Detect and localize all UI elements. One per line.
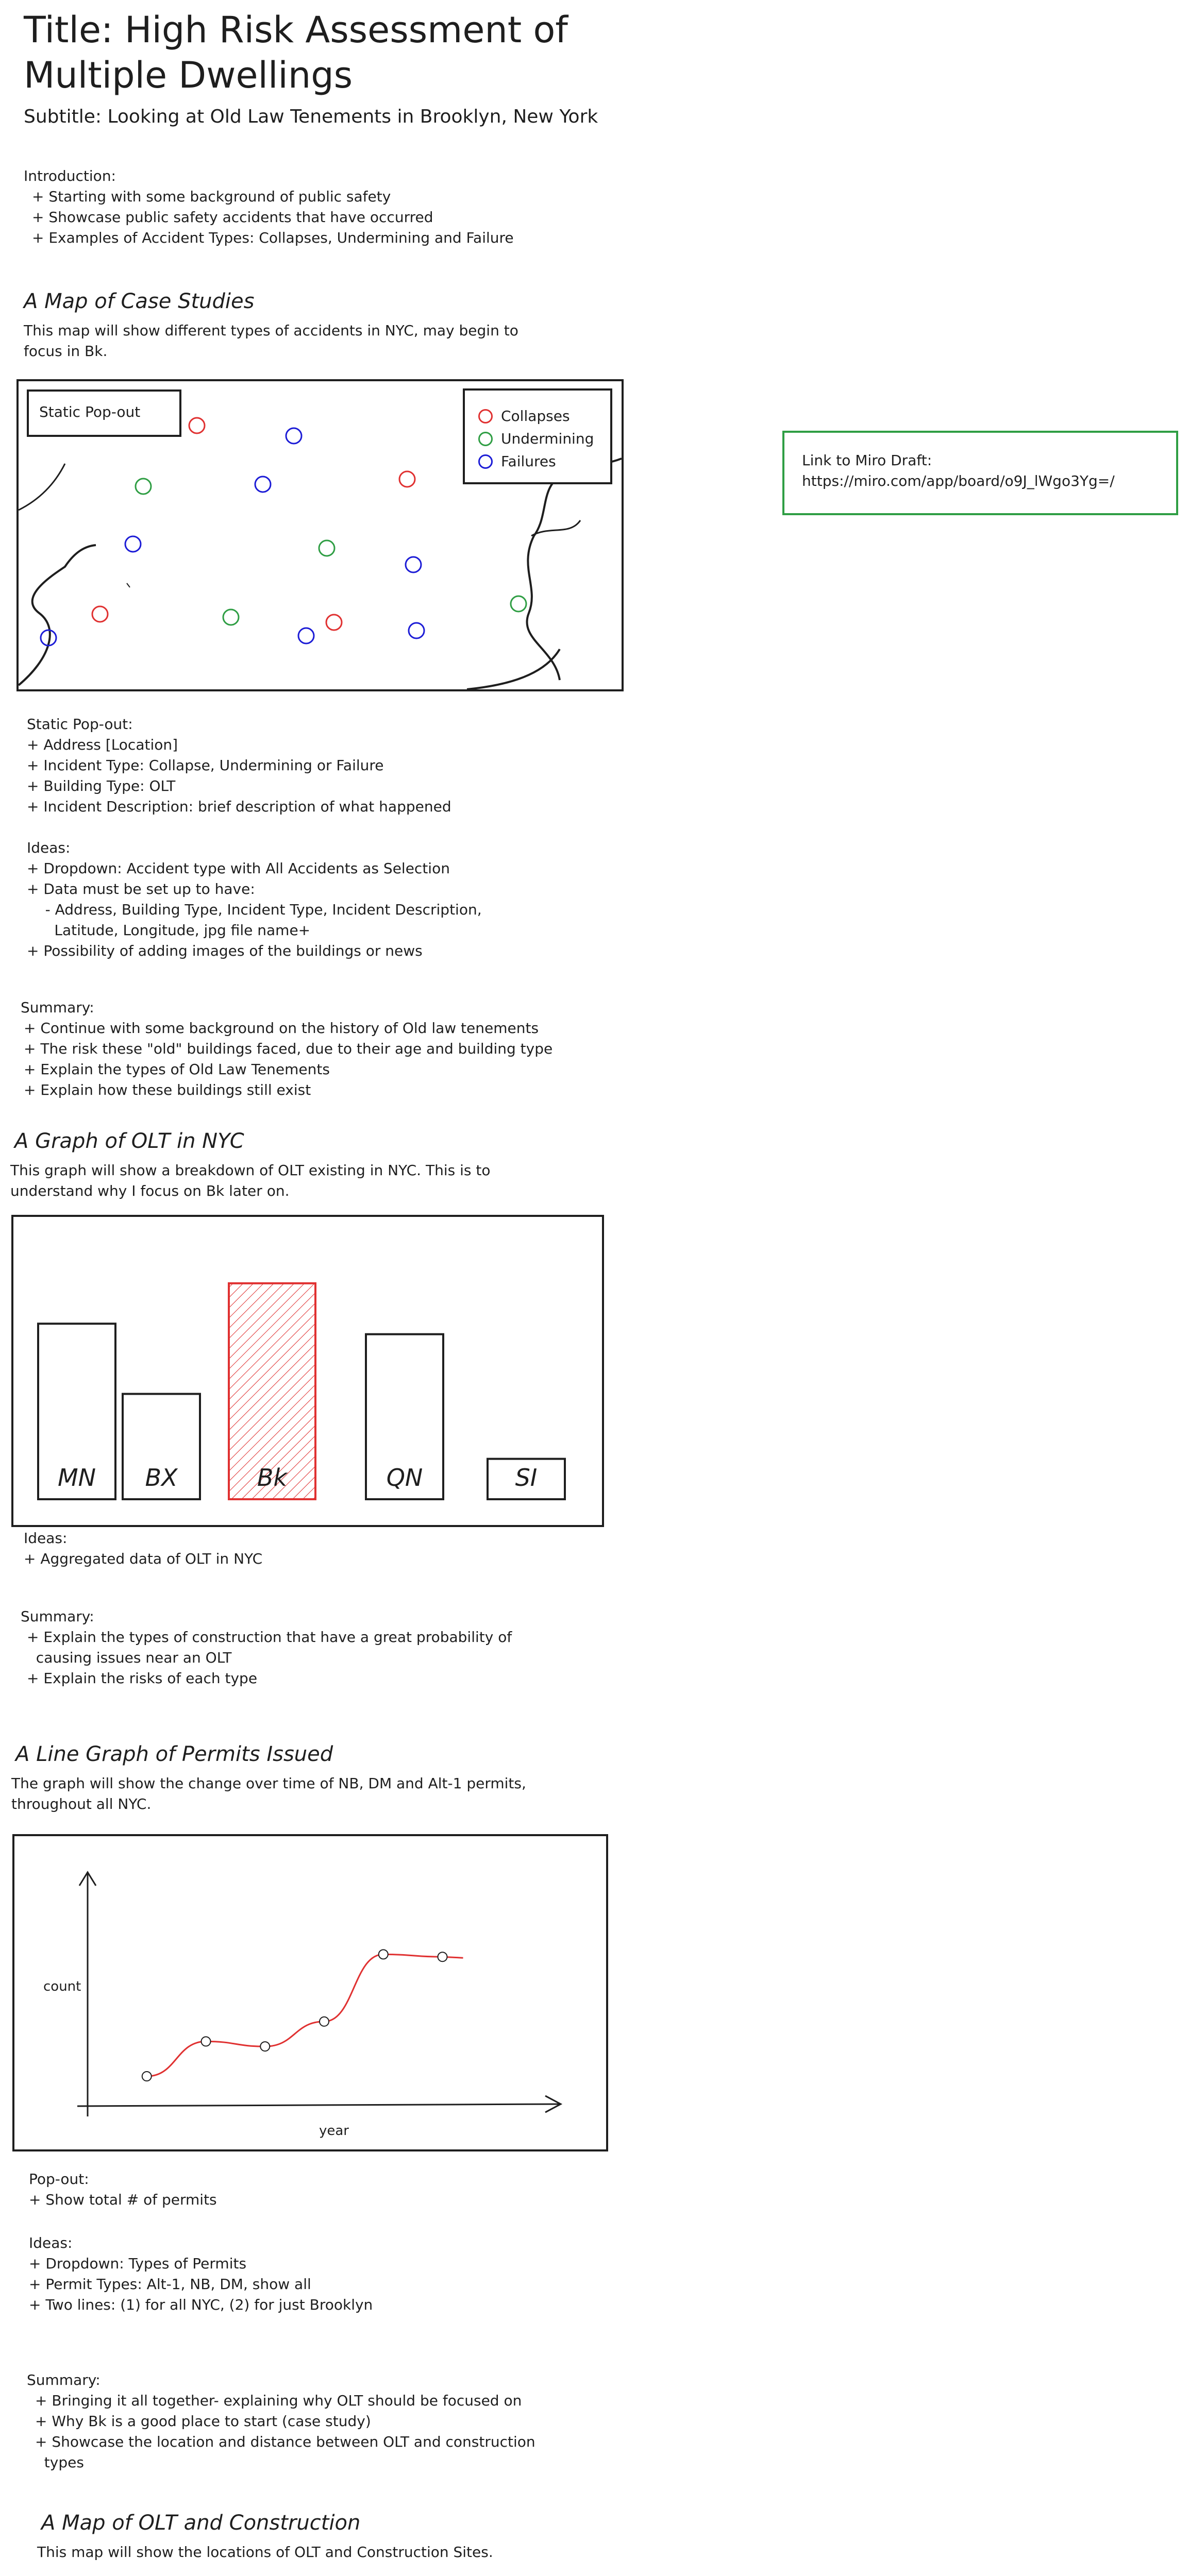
list-item: + Bringing it all together- explaining why OLT should be focused on	[35, 2392, 522, 2409]
legend-label-undermining: Undermining	[501, 430, 594, 447]
list-item: + Incident Type: Collapse, Undermining or Failure	[27, 757, 384, 774]
failure-legend-icon	[478, 454, 493, 469]
miro-link-box[interactable]	[782, 431, 1178, 515]
river-line	[19, 464, 65, 510]
list-item: + Data must be set up to have:	[27, 880, 255, 897]
introduction-list	[32, 187, 514, 248]
y-axis-label: count	[43, 1979, 81, 1994]
permits-data-point	[379, 1950, 388, 1959]
permits-line-chart	[12, 1834, 608, 2151]
list-item: + Explain the types of construction that have a great probability of	[27, 1629, 512, 1646]
case-studies-summary-heading: Summary:	[21, 999, 94, 1016]
olt-construction-description: This map will show the locations of OLT and Construction Sites.	[37, 2544, 493, 2561]
list-item: + Address [Location]	[27, 736, 178, 753]
case-studies-legend	[463, 388, 612, 484]
failure-marker[interactable]	[255, 477, 271, 492]
undermining-marker[interactable]	[223, 609, 239, 625]
introduction-heading: Introduction:	[24, 167, 116, 184]
list-item: + Possibility of adding images of the buildings or news	[27, 942, 423, 959]
x-axis	[77, 2104, 561, 2106]
list-item: + Showcase public safety accidents that have occurred	[32, 209, 433, 226]
permits-summary-list	[35, 2391, 535, 2473]
collapse-marker[interactable]	[326, 615, 342, 630]
page-title: Title: High Risk Assessment of Multiple Dwellings	[24, 9, 568, 96]
collapse-marker[interactable]	[92, 606, 108, 622]
list-item: + Aggregated data of OLT in NYC	[24, 1550, 263, 1567]
list-item: + Permit Types: Alt-1, NB, DM, show all	[29, 2276, 311, 2293]
list-item: + The risk these "old" buildings faced, due to their age and building type	[24, 1040, 553, 1057]
list-item: + Incident Description: brief description of what happened	[27, 798, 451, 815]
case-studies-ideas	[27, 838, 482, 961]
case-studies-summary-list	[24, 1018, 552, 1100]
olt-construction-heading: A Map of OLT and Construction	[41, 2511, 361, 2535]
list-item: + Examples of Accident Types: Collapses, Undermining and Failure	[32, 229, 514, 246]
case-studies-summary	[21, 997, 552, 1100]
list-item: - Address, Building Type, Incident Type, Incident Description,	[27, 901, 482, 918]
legend-label-failures: Failures	[501, 453, 556, 470]
miro-link-label: Link to Miro Draft:	[802, 452, 932, 469]
permits-series-line	[147, 1954, 463, 2076]
permits-summary-heading: Summary:	[27, 2371, 101, 2388]
collapse-marker[interactable]	[399, 471, 415, 487]
list-item: Latitude, Longitude, jpg file name+	[27, 922, 311, 939]
list-item: + Explain the types of Old Law Tenements	[24, 1061, 330, 1078]
static-popout-notes	[27, 714, 451, 817]
permits-data-point	[438, 1952, 447, 1961]
olt-graph-summary	[21, 1606, 512, 1689]
undermining-marker[interactable]	[511, 596, 526, 612]
permits-ideas-list	[29, 2253, 373, 2315]
list-item: + Dropdown: Types of Permits	[29, 2255, 247, 2272]
failure-marker[interactable]	[286, 428, 302, 444]
static-popout-heading: Static Pop-out:	[27, 716, 133, 733]
introduction-section	[24, 166, 514, 248]
permits-line-chart-canvas	[14, 1836, 606, 2149]
static-popout-list	[27, 735, 451, 817]
undermining-legend-icon	[478, 432, 493, 446]
list-item: types	[35, 2454, 84, 2471]
coastline-left	[19, 545, 96, 685]
bar-label-qn: QN	[386, 1464, 423, 1492]
olt-bar-chart-canvas	[13, 1217, 602, 1525]
list-item: + Dropdown: Accident type with All Accidents as Selection	[27, 860, 450, 877]
page-subtitle: Subtitle: Looking at Old Law Tenements in Brooklyn, New York	[24, 106, 598, 127]
legend-label-collapses: Collapses	[501, 408, 570, 425]
x-axis-label: year	[319, 2123, 349, 2139]
permits-summary	[27, 2370, 535, 2473]
undermining-marker[interactable]	[319, 540, 334, 556]
olt-graph-description-line-1: This graph will show a breakdown of OLT existing in NYC. This is to	[10, 1162, 491, 1179]
case-studies-description-line-1: This map will show different types of accidents in NYC, may begin to	[24, 322, 518, 339]
failure-marker[interactable]	[298, 628, 314, 643]
permits-description-line-2: throughout all NYC.	[11, 1795, 152, 1812]
permits-data-point	[320, 2017, 329, 2026]
list-item: + Building Type: OLT	[27, 777, 176, 794]
undermining-marker[interactable]	[136, 479, 151, 494]
map-tick-mark	[127, 583, 130, 587]
olt-graph-heading: A Graph of OLT in NYC	[14, 1129, 244, 1153]
olt-graph-ideas-heading: Ideas:	[24, 1530, 68, 1547]
list-item: + Showcase the location and distance between OLT and construction	[35, 2433, 535, 2450]
permits-popout	[29, 2169, 217, 2210]
case-studies-heading: A Map of Case Studies	[24, 290, 255, 313]
list-item: + Two lines: (1) for all NYC, (2) for just Brooklyn	[29, 2296, 373, 2313]
permits-data-point	[142, 2072, 152, 2081]
permits-data-point	[260, 2042, 270, 2051]
miro-link-url[interactable]: https://miro.com/app/board/o9J_lWgo3Yg=/	[802, 472, 1115, 489]
olt-bar-chart	[11, 1215, 604, 1527]
failure-marker[interactable]	[409, 623, 424, 638]
case-studies-description-line-2: focus in Bk.	[24, 343, 108, 360]
olt-graph-summary-list	[27, 1627, 512, 1689]
coastline-bottom	[467, 649, 560, 689]
collapse-legend-icon	[478, 409, 493, 423]
bar-label-bx: BX	[145, 1464, 178, 1492]
list-item: + Show total # of permits	[29, 2191, 217, 2208]
permits-ideas	[29, 2233, 373, 2315]
static-popout-box[interactable]	[27, 389, 181, 437]
bar-label-bk: Bk	[257, 1464, 288, 1492]
list-item: + Starting with some background of public safety	[32, 188, 391, 205]
bar-label-si: SI	[515, 1464, 538, 1492]
list-item: + Continue with some background on the history of Old law tenements	[24, 1020, 539, 1037]
olt-graph-summary-heading: Summary:	[21, 1608, 94, 1625]
collapse-marker[interactable]	[189, 418, 205, 433]
permits-description-line-1: The graph will show the change over time of NB, DM and Alt-1 permits,	[11, 1775, 526, 1792]
case-studies-ideas-heading: Ideas:	[27, 839, 71, 856]
permits-ideas-heading: Ideas:	[29, 2234, 73, 2251]
olt-graph-description-line-2: understand why I focus on Bk later on.	[10, 1182, 290, 1199]
failure-marker[interactable]	[406, 557, 421, 572]
failure-marker[interactable]	[125, 536, 141, 552]
list-item: causing issues near an OLT	[27, 1649, 232, 1666]
static-popout-label: Static Pop-out	[39, 403, 141, 420]
coastline-right	[527, 459, 622, 680]
permits-heading: A Line Graph of Permits Issued	[15, 1742, 333, 1766]
case-studies-ideas-list	[27, 858, 482, 961]
list-item: + Explain how these buildings still exist	[24, 1081, 311, 1098]
list-item: + Explain the risks of each type	[27, 1670, 258, 1687]
permits-popout-list	[29, 2190, 217, 2210]
permits-data-point	[202, 2037, 211, 2046]
list-item: + Why Bk is a good place to start (case study)	[35, 2413, 371, 2430]
olt-graph-ideas	[24, 1528, 262, 1569]
olt-graph-ideas-list	[24, 1549, 262, 1569]
permits-popout-heading: Pop-out:	[29, 2171, 89, 2188]
bar-label-mn: MN	[57, 1464, 96, 1492]
case-studies-map	[16, 379, 624, 691]
